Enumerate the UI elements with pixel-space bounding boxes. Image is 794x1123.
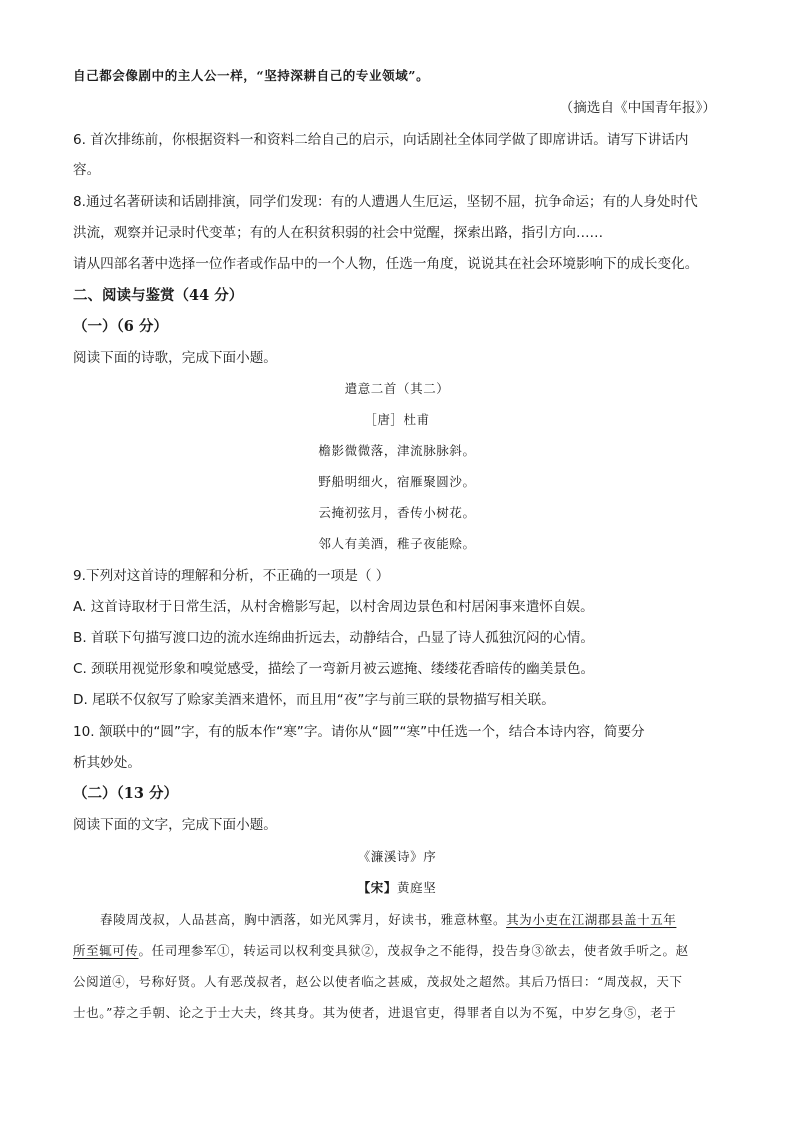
poem-author: ［唐］杜甫 — [364, 412, 430, 427]
essay-line-3: 公阅道④，号称好贤。人有恶茂叔者，赵公以使者临之甚威，茂叔处之超然。其后乃悟曰：“周茂叔，天下 — [73, 974, 683, 989]
essay-line-2-plain: 。任司理参军①，转运司以权利变具狱②，茂叔争之不能得，投告身③欲去，使者敛手听之。赵 — [138, 943, 689, 958]
essay-author-name: 黄庭坚 — [397, 880, 437, 895]
essay-title: 《濂溪诗》序 — [357, 849, 437, 864]
essay-line-1-plain: 舂陵周茂叔，人品甚高，胸中洒落，如光风霁月，好读书，雅意林壑。 — [100, 912, 507, 927]
poem-line-4: 邻人有美酒，稚子夜能赊。 — [318, 536, 476, 551]
poem-line-1: 檐影微微落，津流脉脉斜。 — [318, 443, 476, 458]
q9-option-b: B. 首联下句描写渡口边的流水连绵曲折远去，动静结合，凸显了诗人孤独沉闷的心情。 — [73, 630, 594, 646]
q8-line2: 洪流，观察并记录时代变革；有的人在积贫积弱的社会中觉醒，探索出路，指引方向…… — [73, 225, 604, 241]
q6-line1: 6. 首次排练前，你根据资料一和资料二给自己的启示，向话剧社全体同学做了即席讲话。请写下讲话内 — [73, 132, 689, 148]
poem-line-2: 野船明细火，宿雁聚圆沙。 — [318, 474, 476, 489]
q9-option-d: D. 尾联不仅叙写了赊家美酒来遣怀，而且用“夜”字与前三联的景物描写相关联。 — [73, 692, 555, 708]
poem-title: 遣意二首（其二） — [344, 381, 450, 396]
essay-dynasty: 【宋】 — [357, 880, 397, 895]
essay-line-2 — [73, 941, 689, 961]
q9-stem: 9.下列对这首诗的理解和分析，不正确的一项是（ ） — [73, 568, 390, 584]
q10-line1: 10. 颔联中的“圆”字，有的版本作“寒”字。请你从“圆”“寒”中任选一个，结合本诗内容，简要分 — [73, 724, 645, 740]
source-note: （摘选自《中国青年报》） — [559, 100, 716, 116]
top-fragment: 自己都会像剧中的主人公一样，“坚持深耕自己的专业领域”。 — [73, 68, 430, 83]
q8-line3: 请从四部名著中选择一位作者或作品中的一个人物，任选一角度，说说其在社会环境影响下的成长变化。 — [73, 256, 699, 272]
essay-author — [0, 878, 794, 898]
q9-option-a: A. 这首诗取材于日常生活，从村舍檐影写起，以村舍周边景色和村居闲事来遣怀自娱。 — [73, 599, 594, 615]
part1-heading: （一）（6 分） — [73, 318, 168, 335]
q9-option-c: C. 颈联用视觉形象和嗅觉感受，描绘了一弯新月被云遮掩、缕缕花香暗传的幽美景色。 — [73, 661, 595, 677]
essay-line-2-underlined: 所至辄可传 — [73, 943, 139, 958]
essay-line-1-underlined: 其为小吏在江湖郡县盖十五年 — [506, 912, 677, 927]
section2-heading: 二、阅读与鉴赏（44 分） — [73, 287, 244, 304]
q8-line1: 8.通过名著研读和话剧排演，同学们发现：有的人遭遇人生厄运，坚韧不屈，抗争命运；有的人身处时代 — [73, 194, 698, 210]
q10-line2: 析其妙处。 — [73, 755, 141, 771]
part2-heading: （二）（13 分） — [73, 785, 178, 802]
q6-line2: 容。 — [73, 162, 101, 178]
part2-intro: 阅读下面的文字，完成下面小题。 — [73, 817, 277, 833]
poem-line-3: 云掩初弦月，香传小树花。 — [318, 505, 476, 520]
essay-line-4: 士也。”荐之手朝、论之于士大夫，终其身。其为使者，进退官吏，得罪者自以为不冤，中岁乞身⑤，老于 — [73, 1005, 677, 1020]
essay-line-1 — [100, 910, 676, 930]
part1-intro: 阅读下面的诗歌，完成下面小题。 — [73, 350, 277, 366]
